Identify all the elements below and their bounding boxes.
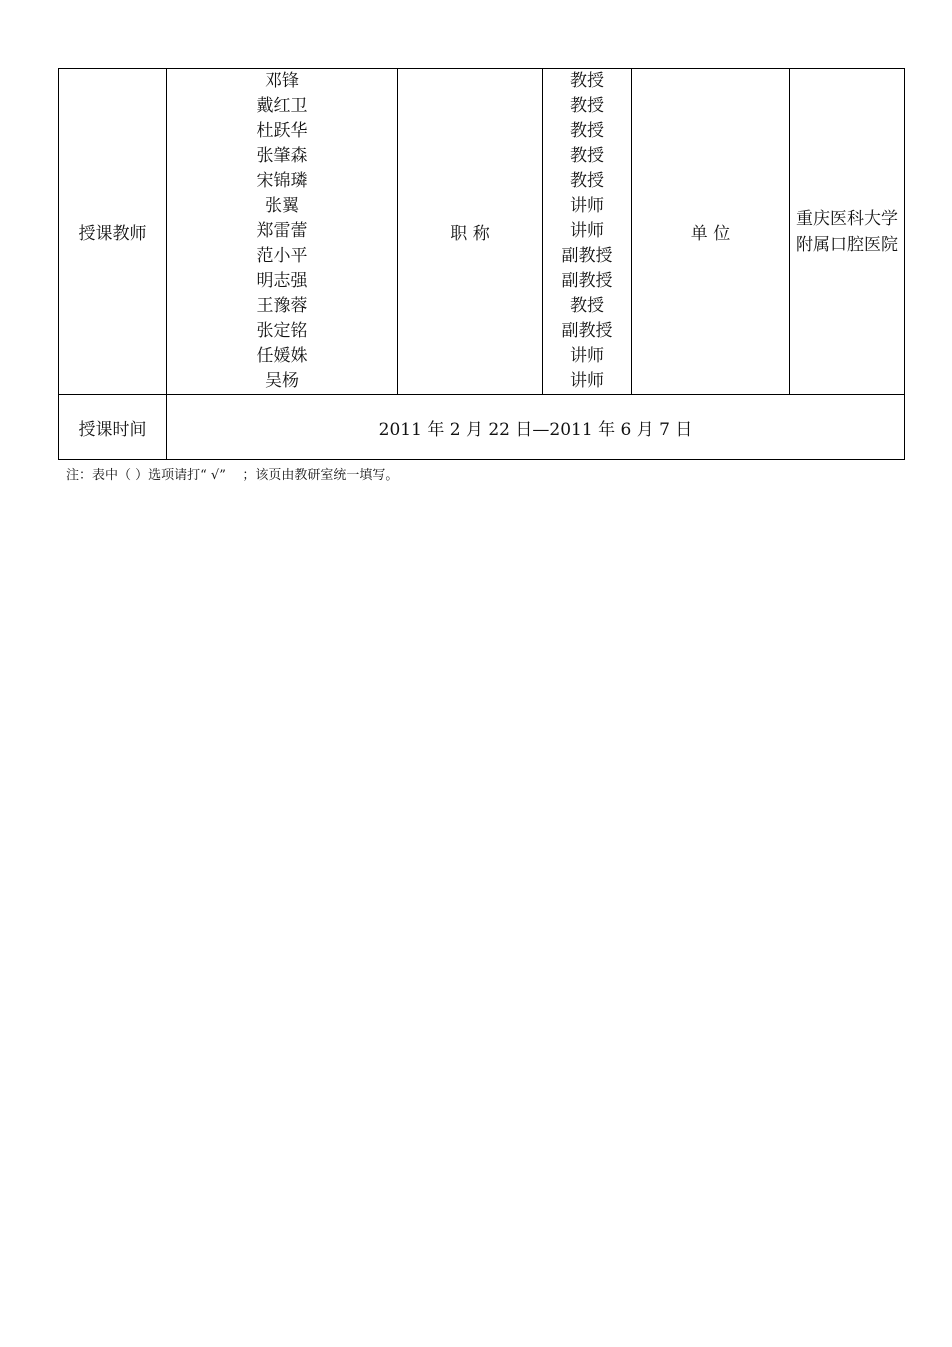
title-list (543, 69, 631, 394)
time-row (59, 395, 905, 460)
time-value: 2011 年 2 月 22 日—2011 年 6 月 7 日 (378, 419, 693, 440)
teacher-names-cell (167, 69, 398, 395)
unit-value: 重庆医科大学附属口腔医院 (796, 208, 898, 255)
footnote: 注：表中（ ）选项请打“ √” ；该页由教研室统一填写。 (66, 468, 399, 483)
teacher-label: 授课教师 (78, 224, 147, 244)
time-label: 授课时间 (78, 419, 147, 440)
teacher-title: 副教授 (561, 246, 613, 266)
teacher-label-cell (59, 69, 167, 395)
teacher-title: 讲师 (570, 371, 604, 391)
teacher-name: 张肇森 (256, 146, 308, 166)
teacher-title: 讲师 (570, 221, 604, 241)
teacher-name: 明志强 (256, 271, 308, 291)
teacher-title: 副教授 (561, 321, 613, 341)
teacher-row (59, 69, 905, 395)
title-label-cell (398, 69, 543, 395)
teacher-name: 郑雷蕾 (256, 221, 308, 241)
unit-label-cell (632, 69, 790, 395)
title-label: 职 称 (450, 224, 490, 244)
teacher-name: 吴杨 (265, 371, 299, 391)
teacher-title: 教授 (570, 96, 604, 116)
titles-cell (543, 69, 632, 395)
teacher-title: 讲师 (570, 196, 604, 216)
teacher-name: 张翼 (265, 196, 299, 216)
teacher-info-table (58, 68, 905, 460)
teacher-title: 教授 (570, 296, 604, 316)
teacher-name: 戴红卫 (256, 96, 308, 116)
teacher-name: 邓锋 (265, 71, 299, 91)
teacher-title: 副教授 (561, 271, 613, 291)
teacher-name: 杜跃华 (256, 121, 308, 141)
teacher-title: 教授 (570, 146, 604, 166)
teacher-title: 教授 (570, 71, 604, 91)
teacher-name: 张定铭 (256, 321, 308, 341)
unit-label: 单 位 (690, 224, 731, 244)
teacher-title: 教授 (570, 171, 604, 191)
time-label-cell (59, 395, 167, 460)
unit-value-cell (790, 69, 905, 395)
teacher-name-list (167, 69, 397, 394)
teacher-title: 讲师 (570, 346, 604, 366)
teacher-title: 教授 (570, 121, 604, 141)
teacher-name: 任媛姝 (256, 346, 308, 366)
time-value-cell (167, 395, 905, 460)
teacher-name: 宋锦璘 (256, 171, 308, 191)
teacher-name: 王豫蓉 (256, 296, 308, 316)
teacher-name: 范小平 (256, 246, 308, 266)
